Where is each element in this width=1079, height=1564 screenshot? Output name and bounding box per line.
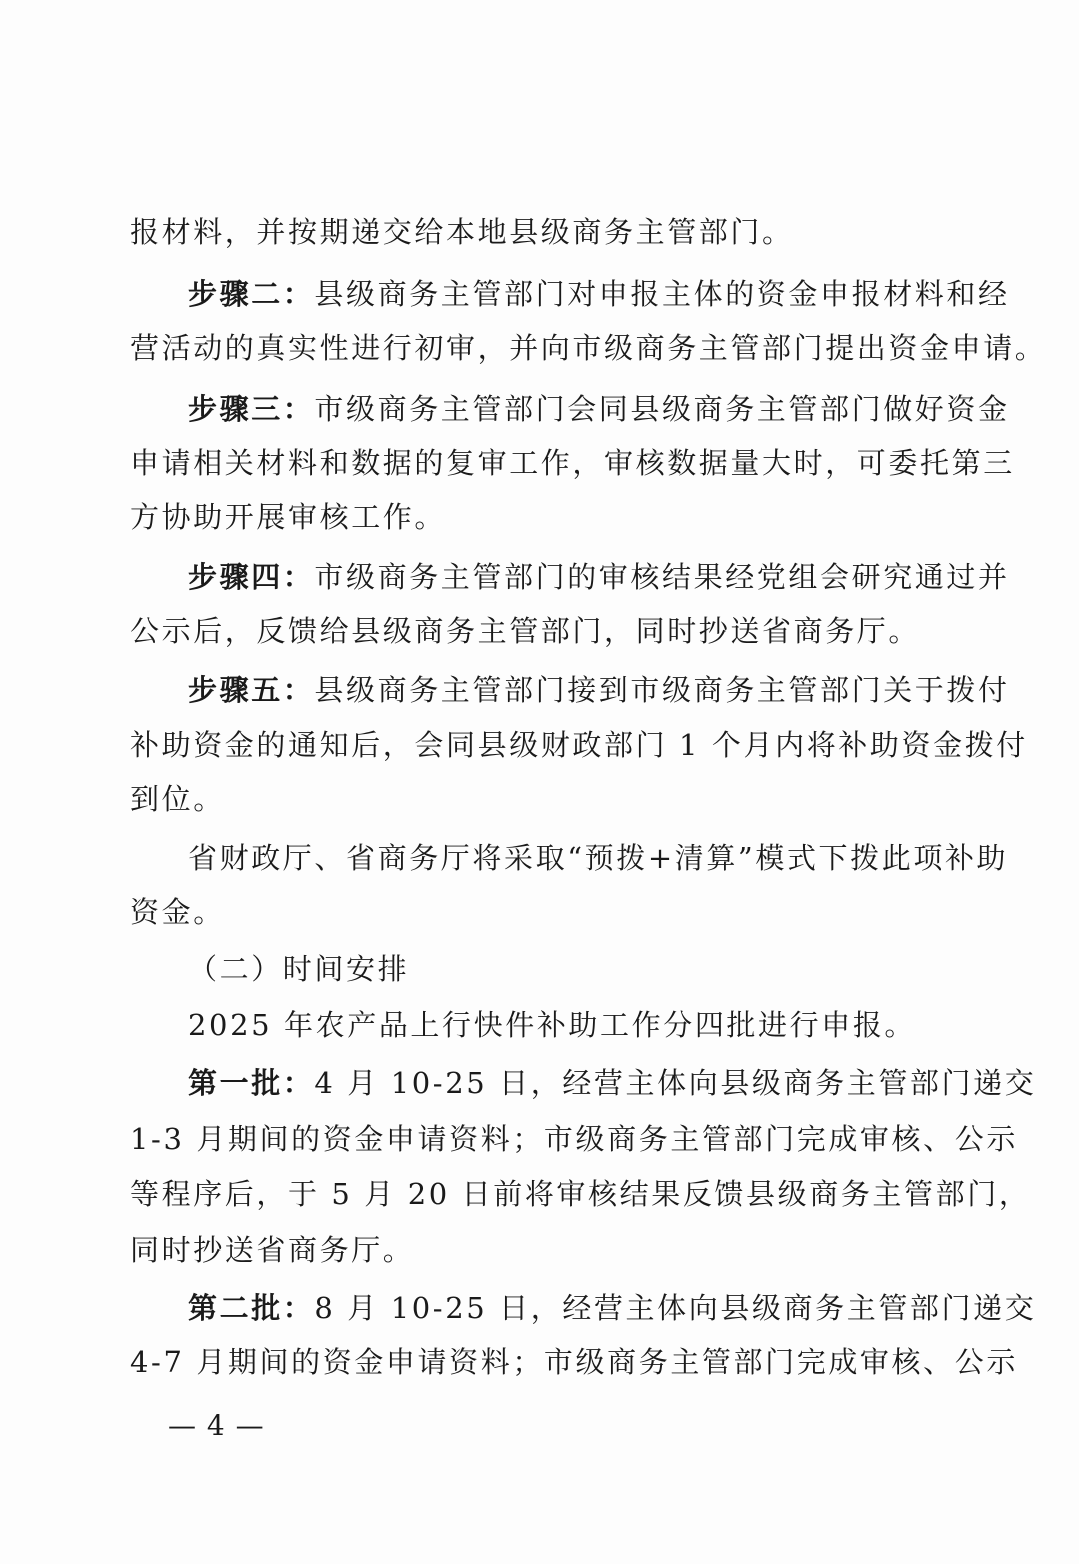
text-line: 资金。 — [130, 895, 225, 929]
step-four-line — [188, 557, 1010, 597]
text-line: 同时抄送省商务厅。 — [130, 1233, 415, 1267]
text-line: 营活动的真实性进行初审，并向市级商务主管部门提出资金申请。 — [130, 331, 1047, 365]
text-line: 2025 年农产品上行快件补助工作分四批进行申报。 — [188, 1008, 917, 1042]
text-span: 8 月 10-25 日，经营主体向县级商务主管部门递交 — [314, 1291, 1037, 1325]
text-span: 市级商务主管部门的审核结果经党组会研究通过并 — [314, 560, 1010, 594]
batch-two-label: 第二批： — [188, 1291, 315, 1325]
step-two-line — [188, 274, 1010, 314]
text-line: 到位。 — [130, 782, 225, 816]
text-line: 方协助开展审核工作。 — [130, 500, 447, 534]
page-number: — 4 — — [168, 1409, 265, 1442]
text-line: 申请相关材料和数据的复审工作，审核数据量大时，可委托第三 — [130, 446, 1015, 480]
text-line: 省财政厅、省商务厅将采取“预拨+清算”模式下拨此项补助 — [188, 841, 1009, 875]
text-span: 县级商务主管部门对申报主体的资金申报材料和经 — [314, 277, 1010, 311]
text-span: 市级商务主管部门会同县级商务主管部门做好资金 — [314, 392, 1010, 426]
text-line: 补助资金的通知后，会同县级财政部门 1 个月内将补助资金拨付 — [130, 728, 1028, 762]
batch-one-line — [188, 1063, 1037, 1103]
text-line: 公示后，反馈给县级商务主管部门，同时抄送省商务厅。 — [130, 614, 921, 648]
step-two-label: 步骤二： — [188, 277, 315, 311]
batch-two-line — [188, 1288, 1037, 1328]
text-span: 4 月 10-25 日，经营主体向县级商务主管部门递交 — [314, 1066, 1037, 1100]
step-four-label: 步骤四： — [188, 560, 315, 594]
text-line: 4-7 月期间的资金申请资料；市级商务主管部门完成审核、公示 — [130, 1345, 1018, 1379]
text-line: 1-3 月期间的资金申请资料；市级商务主管部门完成审核、公示 — [130, 1122, 1018, 1156]
step-three-line — [188, 389, 1010, 429]
section-heading: （二）时间安排 — [188, 952, 410, 986]
step-five-label: 步骤五： — [188, 673, 315, 707]
batch-one-label: 第一批： — [188, 1066, 315, 1100]
text-line: 报材料，并按期递交给本地县级商务主管部门。 — [130, 215, 794, 249]
step-five-line — [188, 670, 1010, 710]
step-three-label: 步骤三： — [188, 392, 315, 426]
text-line: 等程序后，于 5 月 20 日前将审核结果反馈县级商务主管部门， — [130, 1177, 1031, 1211]
text-span: 县级商务主管部门接到市级商务主管部门关于拨付 — [314, 673, 1010, 707]
